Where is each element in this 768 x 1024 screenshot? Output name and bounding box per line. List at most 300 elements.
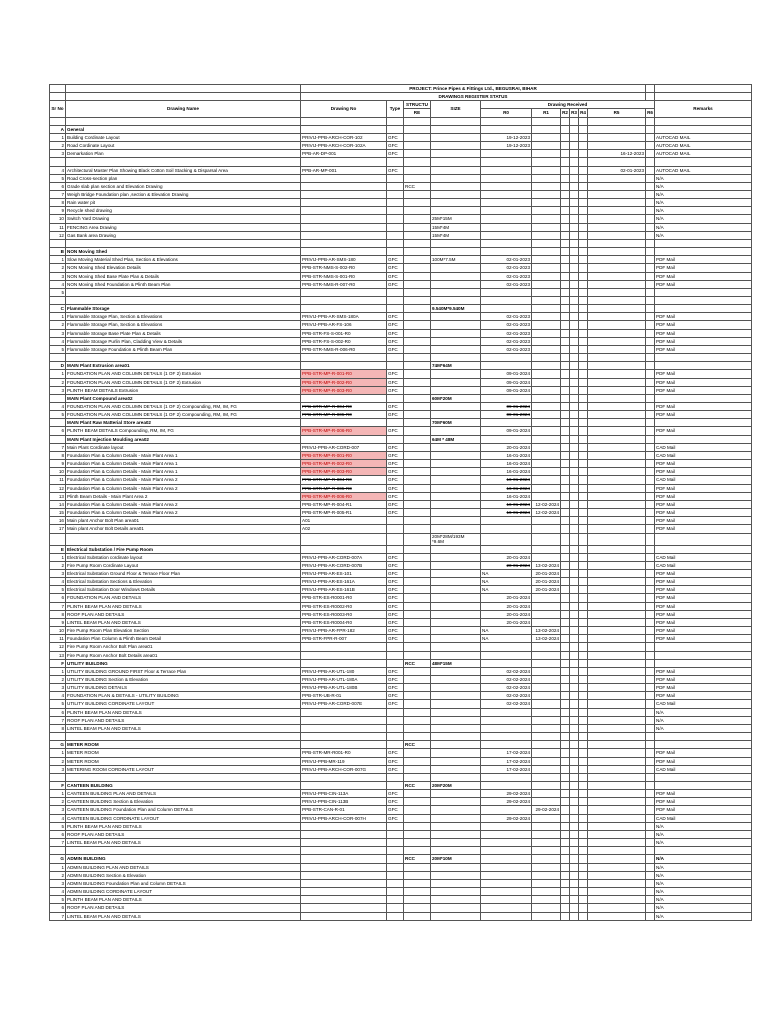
cell-r5 [588, 370, 646, 378]
cell-structure [404, 345, 431, 353]
blank-row [50, 117, 752, 125]
cell-r4 [579, 460, 588, 468]
cell-type [387, 419, 404, 427]
cell-r5 [588, 708, 646, 716]
cell-drawing-no [301, 117, 387, 125]
cell-drawing-no [301, 643, 387, 651]
register-row [50, 888, 752, 896]
cell-remarks: PDF Mail [655, 757, 752, 765]
cell-r3 [570, 345, 579, 353]
cell-r3 [570, 733, 579, 741]
blank-row [50, 158, 752, 166]
cell-r6 [646, 912, 655, 920]
cell-r3 [570, 427, 579, 435]
cell-type [387, 125, 404, 133]
cell-drawing-name: Main Plant Cordinate layout [66, 443, 301, 451]
cell-r2 [561, 403, 570, 411]
cell-drawing-no: PRIVIJ-PPB-AR-UTL-180 [301, 667, 387, 675]
cell-type: GFC [387, 610, 404, 618]
cell-size [431, 288, 481, 296]
cell-r1 [532, 313, 561, 321]
section-row [50, 125, 752, 133]
cell-r6 [646, 806, 655, 814]
cell-sr-no: 13 [50, 492, 66, 500]
cell-drawing-name [66, 354, 301, 362]
cell-size [431, 264, 481, 272]
cell-r6 [646, 692, 655, 700]
cell-remarks [655, 733, 752, 741]
cell-r1 [532, 659, 561, 667]
cell-structure [404, 525, 431, 533]
cell-r3 [570, 378, 579, 386]
cell-r0 [481, 773, 532, 781]
cell-remarks: N/A [655, 724, 752, 732]
cell-r2 [561, 174, 570, 182]
cell-drawing-name [66, 239, 301, 247]
cell-r6 [646, 578, 655, 586]
cell-drawing-name: Electrical Substation / Fire Pump Room [66, 545, 301, 553]
cell-drawing-no [301, 419, 387, 427]
cell-r2 [561, 166, 570, 174]
register-row [50, 199, 752, 207]
cell-drawing-name: Main plant Anchor Bolt Plan area01 [66, 517, 301, 525]
register-row [50, 798, 752, 806]
cell-r5 [588, 500, 646, 508]
cell-r4 [579, 125, 588, 133]
cell-drawing-no [301, 659, 387, 667]
cell-r1 [532, 814, 561, 822]
cell-type: GFC [387, 635, 404, 643]
cell-r0 [481, 896, 532, 904]
cell-r2 [561, 517, 570, 525]
cell-type: GFC [387, 602, 404, 610]
cell-r6 [646, 847, 655, 855]
cell-drawing-name: MAIN Plant Compound area02 [66, 394, 301, 402]
cell-r6 [646, 863, 655, 871]
cell-r6 [646, 651, 655, 659]
cell-r1 [532, 354, 561, 362]
cell-r3 [570, 370, 579, 378]
cell-drawing-no: PPB-STR-MP-R-001-R0 [301, 370, 387, 378]
section-row [50, 435, 752, 443]
cell-sr-no: 1 [50, 553, 66, 561]
cell-r5 [588, 879, 646, 887]
cell-r5 [588, 231, 646, 239]
cell-r5 [588, 618, 646, 626]
cell-drawing-name: FOUNDATION PLAN AND DETAILS [66, 594, 301, 602]
cell-r2 [561, 533, 570, 545]
cell-size [431, 830, 481, 838]
cell-structure [404, 460, 431, 468]
cell-r1 [532, 871, 561, 879]
cell-type: GFC [387, 806, 404, 814]
cell-r1 [532, 798, 561, 806]
cell-r4 [579, 239, 588, 247]
section-row [50, 305, 752, 313]
cell-sr-no: D [50, 362, 66, 370]
cell-drawing-no [301, 191, 387, 199]
cell-sr-no: 2 [50, 561, 66, 569]
cell-r4 [579, 174, 588, 182]
cell-size: 60M*20M [431, 394, 481, 402]
cell-r3 [570, 871, 579, 879]
cell-sr-no: 16 [50, 517, 66, 525]
cell-drawing-name: ADMIN BUILDING Section & Elevation [66, 871, 301, 879]
cell-size: 25M*15M [431, 215, 481, 223]
cell-drawing-name: PLINTH BEAM PLAN AND DETAILS [66, 602, 301, 610]
register-row [50, 272, 752, 280]
cell-structure [404, 297, 431, 305]
cell-r2 [561, 142, 570, 150]
cell-structure [404, 765, 431, 773]
header-r0: R0 [481, 109, 532, 117]
cell-r1 [532, 199, 561, 207]
cell-r1 [532, 533, 561, 545]
cell-r5 [588, 403, 646, 411]
cell-remarks: PDF Mail [655, 578, 752, 586]
cell-drawing-no: PPB-STR-NMS-S-002-R0 [301, 264, 387, 272]
cell-size: 15M*4M [431, 223, 481, 231]
cell-structure [404, 231, 431, 239]
cell-remarks: N/A [655, 879, 752, 887]
cell-r1 [532, 215, 561, 223]
cell-r4 [579, 386, 588, 394]
cell-type: GFC [387, 378, 404, 386]
cell-drawing-no: PRIVIJ-PPB-ARCH-COR-102A [301, 142, 387, 150]
cell-structure [404, 264, 431, 272]
cell-r2 [561, 337, 570, 345]
cell-sr-no: 4 [50, 578, 66, 586]
cell-drawing-name [66, 733, 301, 741]
cell-r3 [570, 912, 579, 920]
cell-size [431, 896, 481, 904]
cell-r3 [570, 117, 579, 125]
cell-r1: 29-02-2024 [532, 806, 561, 814]
cell-r0 [481, 117, 532, 125]
cell-structure [404, 578, 431, 586]
cell-r2 [561, 659, 570, 667]
cell-remarks: PDF Mail [655, 635, 752, 643]
cell-drawing-no: PPB-STR-FS-S-002-R0 [301, 337, 387, 345]
cell-type [387, 741, 404, 749]
cell-r1 [532, 305, 561, 313]
cell-remarks: PDF Mail [655, 256, 752, 264]
cell-r0: 09-01-2024 [481, 403, 532, 411]
cell-drawing-no: PRIVIJ-PPB-AR-SMS-180 [301, 256, 387, 264]
cell-r2 [561, 790, 570, 798]
cell-r4 [579, 814, 588, 822]
cell-size [431, 182, 481, 190]
cell-r2 [561, 561, 570, 569]
header-structure-bottom: RE [404, 109, 431, 117]
cell-drawing-no: PRIVIJ-PPB-AR-UTL-180A [301, 676, 387, 684]
cell-sr-no [50, 158, 66, 166]
cell-r0 [481, 288, 532, 296]
cell-remarks [655, 419, 752, 427]
cell-r5 [588, 871, 646, 879]
cell-r6 [646, 305, 655, 313]
cell-remarks: N/A [655, 888, 752, 896]
cell-r3 [570, 667, 579, 675]
cell-r0 [481, 708, 532, 716]
cell-size [431, 484, 481, 492]
cell-r4 [579, 500, 588, 508]
register-row [50, 643, 752, 651]
cell-remarks: PDF Mail [655, 627, 752, 635]
cell-type: GFC [387, 345, 404, 353]
cell-r5 [588, 476, 646, 484]
cell-size [431, 627, 481, 635]
cell-drawing-no: PPB-STR-FS-S-001-R0 [301, 329, 387, 337]
cell-drawing-name: Road Cross-section plan [66, 174, 301, 182]
cell-structure [404, 191, 431, 199]
cell-r6 [646, 125, 655, 133]
cell-r2 [561, 182, 570, 190]
register-row [50, 460, 752, 468]
cell-type [387, 782, 404, 790]
cell-drawing-name: Road Cordinate Layout [66, 142, 301, 150]
cell-remarks [655, 362, 752, 370]
cell-drawing-name: FOUNDATION PLAN AND COLUMN DETAILS (1 OF 2) Compounding, RM, IM, FG [66, 403, 301, 411]
cell-r0 [481, 904, 532, 912]
cell-type [387, 855, 404, 863]
cell-r2 [561, 117, 570, 125]
cell-r0 [481, 517, 532, 525]
cell-type: GFC [387, 692, 404, 700]
cell-r1 [532, 231, 561, 239]
cell-r6 [646, 362, 655, 370]
cell-drawing-name: METER ROOM [66, 741, 301, 749]
cell-sr-no: 12 [50, 484, 66, 492]
cell-remarks [655, 533, 752, 545]
cell-structure [404, 223, 431, 231]
cell-remarks [655, 741, 752, 749]
cell-drawing-no [301, 724, 387, 732]
register-row [50, 468, 752, 476]
cell-r4 [579, 627, 588, 635]
cell-r3 [570, 517, 579, 525]
cell-r4 [579, 749, 588, 757]
cell-drawing-name: Building Cordinate Layout [66, 133, 301, 141]
cell-r4 [579, 684, 588, 692]
cell-remarks: N/A [655, 716, 752, 724]
cell-size [431, 476, 481, 484]
cell-sr-no: 3 [50, 806, 66, 814]
cell-type [387, 912, 404, 920]
cell-r0: 02-01-2023 [481, 256, 532, 264]
cell-drawing-name: FOUNDATION PLAN & DETAILS - UTILITY BUILDING [66, 692, 301, 700]
cell-remarks: CAD Mail [655, 814, 752, 822]
register-row [50, 879, 752, 887]
register-row [50, 500, 752, 508]
cell-sr-no: 6 [50, 427, 66, 435]
cell-r4 [579, 602, 588, 610]
cell-drawing-no [301, 354, 387, 362]
cell-type [387, 896, 404, 904]
cell-r6 [646, 166, 655, 174]
cell-r1 [532, 239, 561, 247]
cell-r4 [579, 553, 588, 561]
cell-sr-no: 4 [50, 166, 66, 174]
cell-r0 [481, 659, 532, 667]
cell-drawing-no [301, 822, 387, 830]
cell-r4 [579, 716, 588, 724]
cell-r1 [532, 460, 561, 468]
register-row [50, 904, 752, 912]
cell-sr-no: 2 [50, 378, 66, 386]
cell-r2 [561, 798, 570, 806]
cell-r4 [579, 182, 588, 190]
cell-r2 [561, 272, 570, 280]
cell-sr-no [50, 354, 66, 362]
blank-row [50, 297, 752, 305]
cell-structure [404, 427, 431, 435]
cell-drawing-name: UTILITY BUILDING CORDINATE LAYOUT [66, 700, 301, 708]
cell-r1 [532, 411, 561, 419]
cell-sr-no: 1 [50, 749, 66, 757]
cell-drawing-name: Foundation Plan Column & Plinth Beam Detail [66, 635, 301, 643]
cell-r2 [561, 329, 570, 337]
cell-drawing-no: PRIVIJ-PPB-AR-CORD-007A [301, 553, 387, 561]
cell-size [431, 272, 481, 280]
register-row [50, 602, 752, 610]
cell-drawing-name: UTILITY BUILDING [66, 659, 301, 667]
cell-size: 70M*60M [431, 419, 481, 427]
cell-structure [404, 378, 431, 386]
cell-r6 [646, 500, 655, 508]
cell-drawing-name [66, 288, 301, 296]
cell-r0: 19-12-2023 [481, 142, 532, 150]
cell-type [387, 517, 404, 525]
cell-r5 [588, 716, 646, 724]
cell-sr-no: 14 [50, 500, 66, 508]
cell-r1: 12-02-2024 [532, 500, 561, 508]
cell-r3 [570, 362, 579, 370]
cell-r5 [588, 578, 646, 586]
cell-structure [404, 830, 431, 838]
cell-r4 [579, 724, 588, 732]
cell-drawing-name: Slow Moving Material Shed Plan, Section & Elevations [66, 256, 301, 264]
cell-r3 [570, 847, 579, 855]
cell-drawing-no: PPB-STR-MP-R-003-R0 [301, 386, 387, 394]
cell-size [431, 708, 481, 716]
cell-type: GFC [387, 386, 404, 394]
cell-drawing-name: Switch Yard Drawing [66, 215, 301, 223]
cell-size [431, 403, 481, 411]
cell-r1 [532, 749, 561, 757]
cell-size [431, 500, 481, 508]
cell-r4 [579, 150, 588, 158]
cell-r6 [646, 733, 655, 741]
cell-r4 [579, 896, 588, 904]
cell-r4 [579, 863, 588, 871]
cell-r1 [532, 191, 561, 199]
cell-r5 [588, 182, 646, 190]
cell-r5 [588, 733, 646, 741]
cell-r3 [570, 460, 579, 468]
cell-remarks [655, 288, 752, 296]
cell-r0 [481, 724, 532, 732]
cell-r3 [570, 749, 579, 757]
cell-r0 [481, 231, 532, 239]
cell-r2 [561, 500, 570, 508]
cell-sr-no: 6 [50, 904, 66, 912]
cell-r0: 02-01-2023 [481, 272, 532, 280]
cell-type [387, 223, 404, 231]
cell-r0 [481, 879, 532, 887]
cell-drawing-name: Flammable Storage Base Plate Plan & Details [66, 329, 301, 337]
cell-drawing-name: Flammable Storage [66, 305, 301, 313]
cell-r4 [579, 659, 588, 667]
cell-r2 [561, 386, 570, 394]
cell-sr-no: C [50, 305, 66, 313]
cell-drawing-name: PLINTH BEAM DETAILS Compounding, RM, IM, FG [66, 427, 301, 435]
cell-r1 [532, 484, 561, 492]
cell-r2 [561, 525, 570, 533]
cell-r2 [561, 888, 570, 896]
cell-r6 [646, 594, 655, 602]
cell-size [431, 509, 481, 517]
cell-type: GFC [387, 403, 404, 411]
cell-r3 [570, 337, 579, 345]
cell-r4 [579, 561, 588, 569]
cell-remarks: PDF Mail [655, 468, 752, 476]
register-row [50, 651, 752, 659]
cell-r3 [570, 635, 579, 643]
cell-r3 [570, 830, 579, 838]
cell-sr-no [50, 239, 66, 247]
cell-size [431, 451, 481, 459]
cell-drawing-name: LINTEL BEAM PLAN AND DETAILS [66, 618, 301, 626]
cell-sr-no: 1 [50, 863, 66, 871]
cell-structure [404, 492, 431, 500]
cell-r2 [561, 362, 570, 370]
cell-r6 [646, 460, 655, 468]
cell-size [431, 207, 481, 215]
cell-drawing-name: ADMIN BUILDING Foundation Plan and Column DETAILS [66, 879, 301, 887]
cell-remarks: PDF Mail [655, 272, 752, 280]
register-row [50, 578, 752, 586]
cell-drawing-name: Flammable Storage Purlin Plan, Cladding View & Details [66, 337, 301, 345]
cell-drawing-name [66, 533, 301, 545]
cell-r5 [588, 321, 646, 329]
cell-sr-no: 3 [50, 329, 66, 337]
cell-r5 [588, 484, 646, 492]
cell-r4 [579, 199, 588, 207]
cell-type [387, 117, 404, 125]
cell-remarks: PDF Mail [655, 692, 752, 700]
cell-structure: RCC [404, 182, 431, 190]
cell-r5 [588, 643, 646, 651]
cell-size [431, 517, 481, 525]
cell-drawing-name: LINTEL BEAM PLAN AND DETAILS [66, 839, 301, 847]
register-row [50, 484, 752, 492]
cell-sr-no: 1 [50, 790, 66, 798]
cell-r1 [532, 174, 561, 182]
cell-r4 [579, 651, 588, 659]
cell-drawing-no [301, 782, 387, 790]
cell-sr-no: 7 [50, 716, 66, 724]
cell-sr-no [50, 394, 66, 402]
cell-drawing-no: PPB-STR-ES-R0004-R0 [301, 618, 387, 626]
cell-remarks [655, 659, 752, 667]
cell-r3 [570, 569, 579, 577]
cell-r1 [532, 896, 561, 904]
cell-remarks: PDF Mail [655, 411, 752, 419]
cell-structure [404, 411, 431, 419]
cell-r6 [646, 814, 655, 822]
cell-sr-no: 11 [50, 635, 66, 643]
